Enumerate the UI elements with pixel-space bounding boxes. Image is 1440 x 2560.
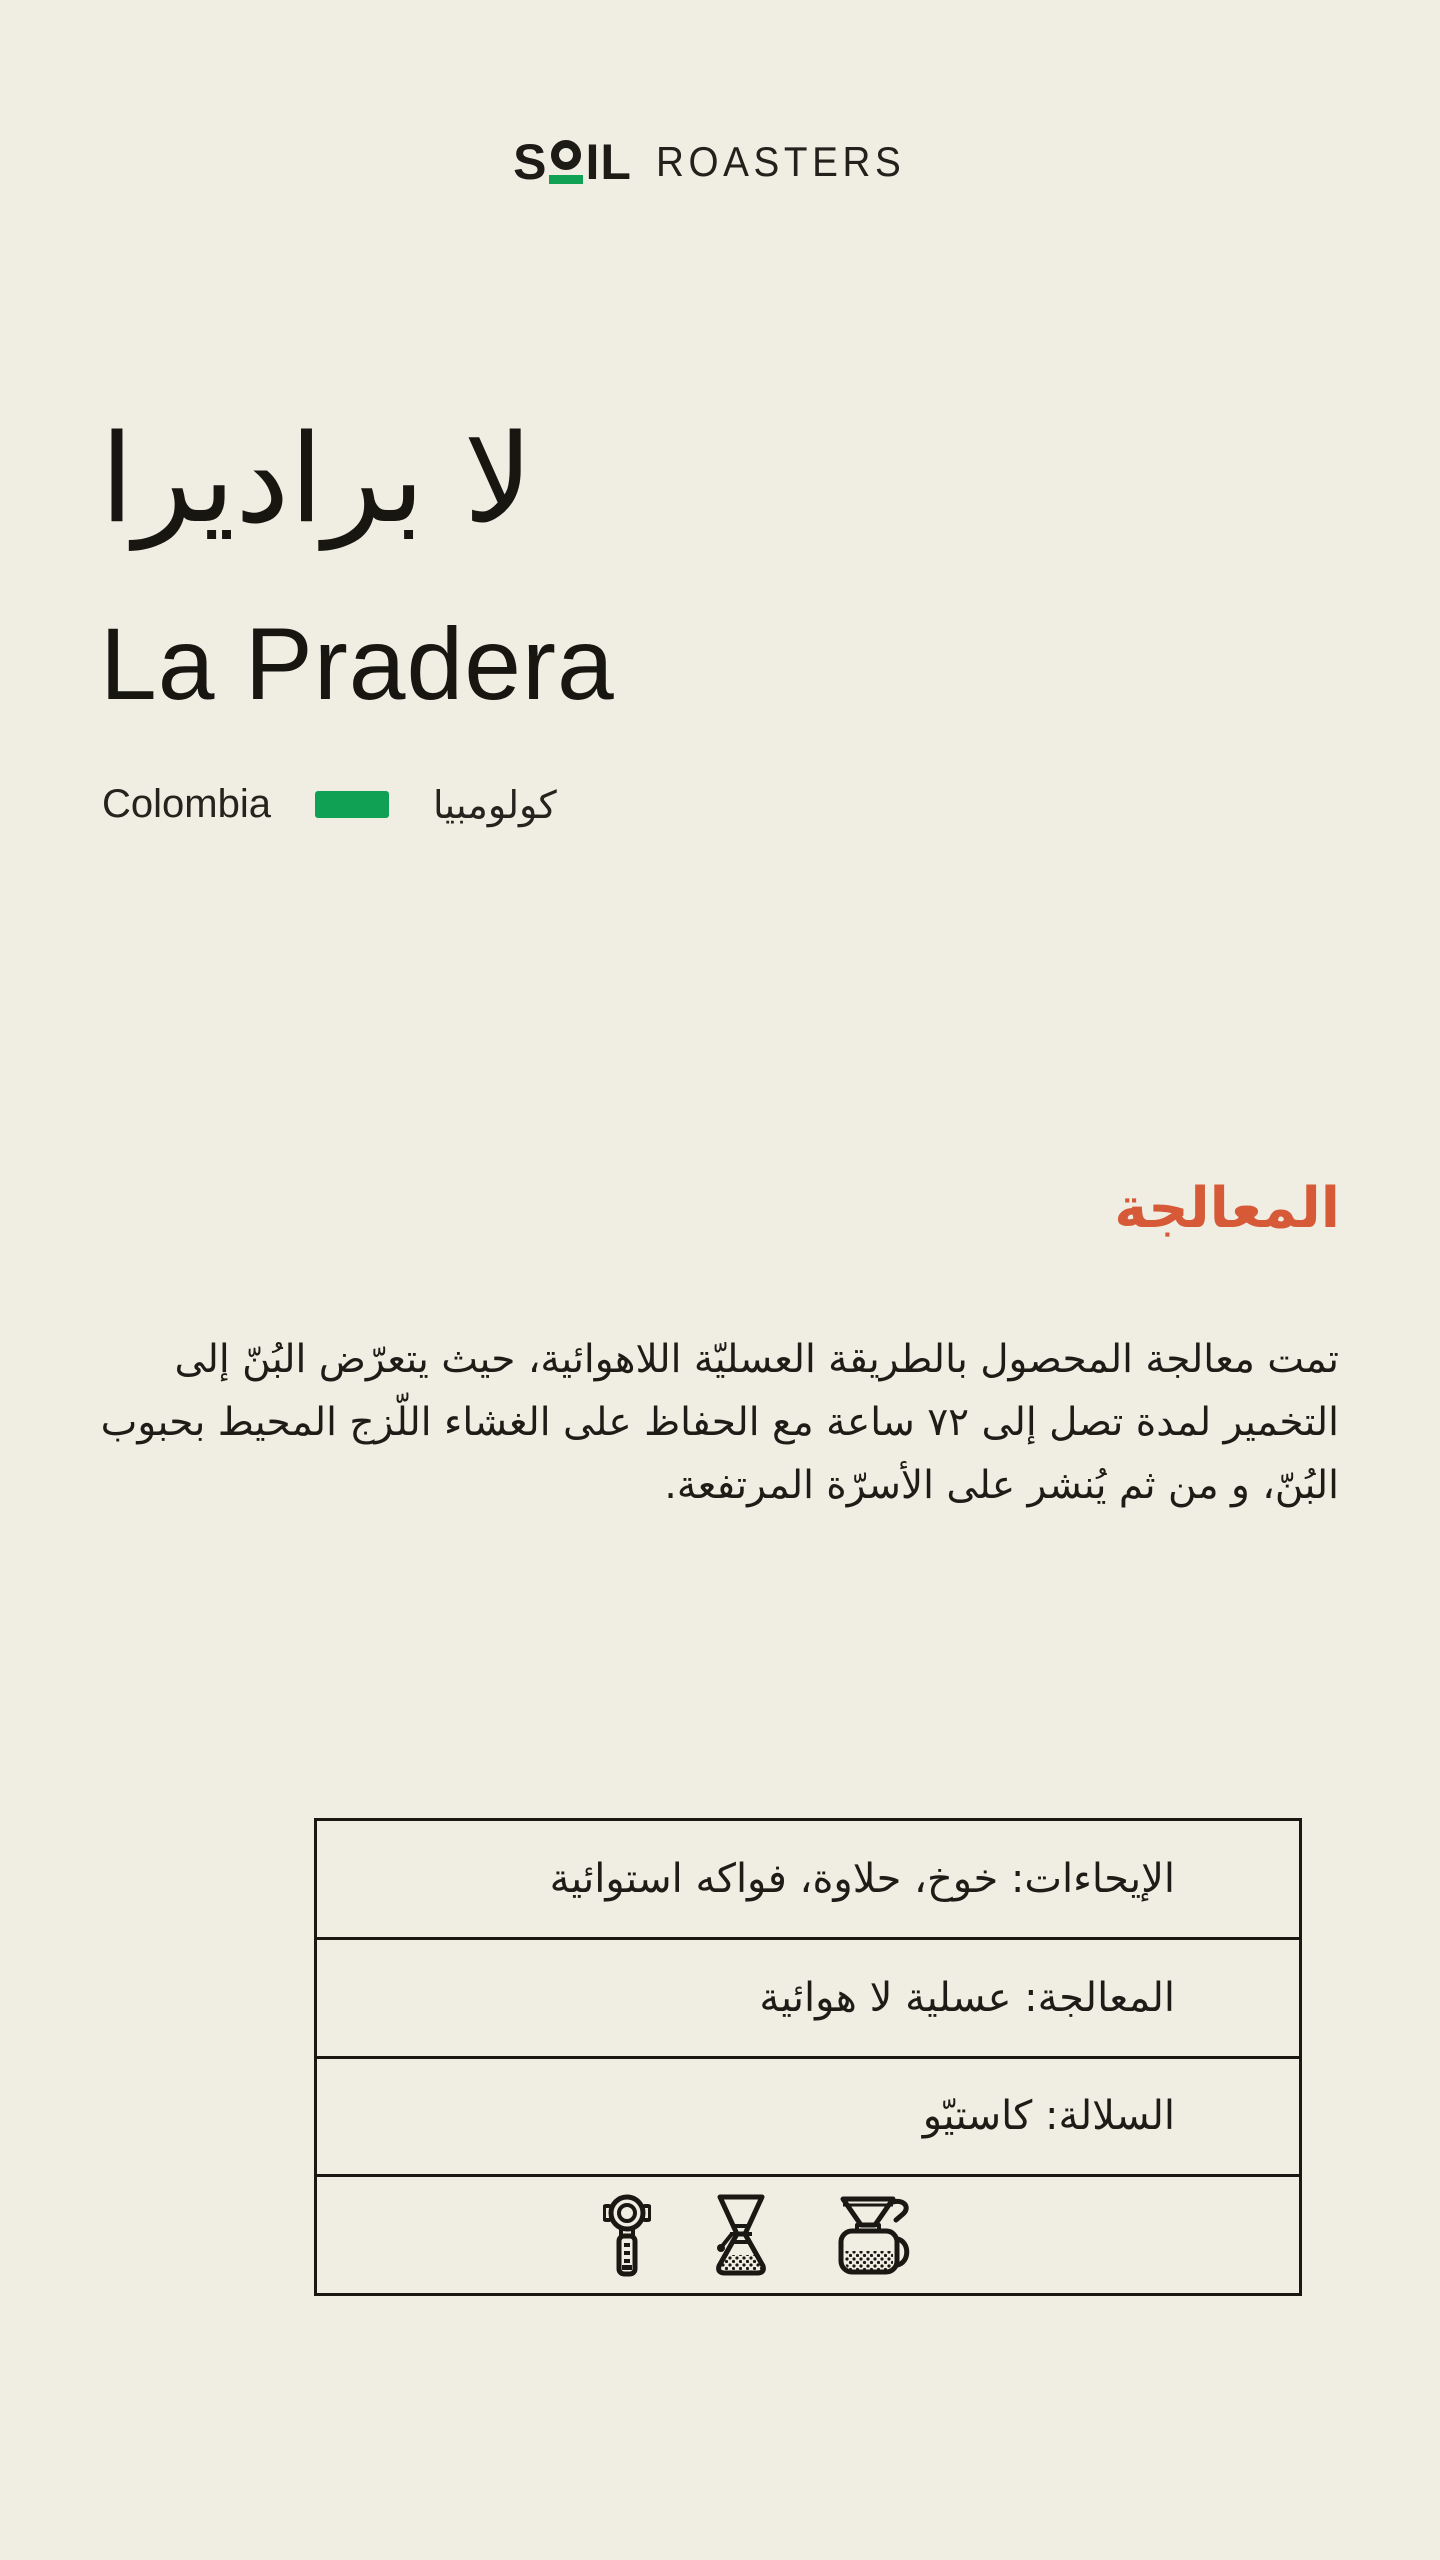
logo-roasters-wordmark: ROASTERS [655, 138, 906, 185]
logo-letters-il: IL [585, 134, 632, 190]
origin-name-arabic: كولومبيا [432, 782, 557, 827]
process-description-paragraph: تمت معالجة المحصول بالطريقة العسليّة اللاهوائية، حيث يتعرّض البُنّ إلى التخمير لمدة تصل إلى ٧٢ ساعة مع الحفاظ على الغشاء اللّزج المحيط بحبوب البُنّ، و من ثم يُنشر على الأسرّة المرتفعة. [100, 1337, 1339, 1508]
logo-green-underline [549, 175, 583, 184]
table-row-process: المعالجة: عسلية لا هوائية [317, 1940, 1299, 2059]
origin-row [102, 782, 557, 827]
origin-name-english: Colombia [102, 782, 271, 826]
table-row-variety: السلالة: كاستيّو [317, 2059, 1299, 2178]
table-row-brew-methods [317, 2177, 1299, 2293]
coffee-details-table [314, 1818, 1302, 2296]
logo-o-ring [551, 140, 581, 170]
chemex-icon [707, 2193, 775, 2277]
process-section-heading: المعالجة [1114, 1176, 1340, 1241]
brand-logo [0, 134, 1440, 190]
product-title-latin: La Pradera [100, 607, 615, 721]
logo-o-icon [551, 140, 581, 184]
espresso-portafilter-icon [603, 2193, 651, 2277]
origin-divider-dash [315, 791, 389, 818]
logo-letter-s: S [513, 134, 548, 190]
logo-soil-wordmark [513, 134, 632, 190]
product-title-arabic: لا براديرا [100, 408, 534, 550]
table-row-tasting-notes: الإيحاءات: خوخ، حلاوة، فواكه استوائية [317, 1821, 1299, 1940]
v60-pourover-icon [831, 2194, 919, 2276]
